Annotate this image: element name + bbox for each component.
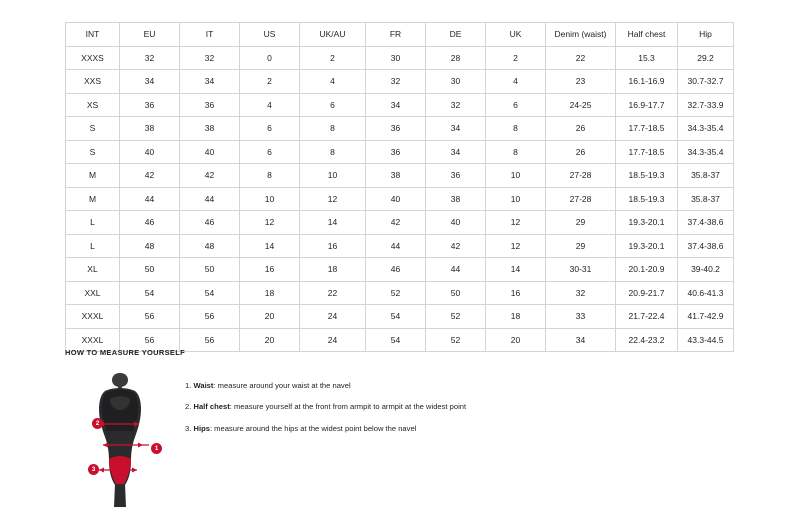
cell-de: 50	[426, 281, 486, 305]
cell-ukau: 14	[300, 211, 366, 235]
cell-hip: 37.4-38.6	[678, 211, 734, 235]
cell-us: 20	[240, 328, 300, 352]
cell-eu: 42	[120, 164, 180, 188]
cell-eu: 50	[120, 258, 180, 282]
column-header-eu: EU	[120, 23, 180, 47]
cell-half-chest: 19.3-20.1	[616, 211, 678, 235]
cell-eu: 32	[120, 46, 180, 70]
cell-fr: 54	[366, 328, 426, 352]
cell-ukau: 24	[300, 328, 366, 352]
cell-us: 18	[240, 281, 300, 305]
cell-it: 36	[180, 93, 240, 117]
cell-de: 44	[426, 258, 486, 282]
cell-us: 14	[240, 234, 300, 258]
cell-us: 6	[240, 117, 300, 141]
cell-denim-waist: 23	[546, 70, 616, 94]
cell-denim-waist: 29	[546, 234, 616, 258]
cell-ukau: 16	[300, 234, 366, 258]
cell-de: 32	[426, 93, 486, 117]
cell-eu: 34	[120, 70, 180, 94]
cell-it: 44	[180, 187, 240, 211]
cell-fr: 46	[366, 258, 426, 282]
cell-int: XXXS	[66, 46, 120, 70]
cell-uk: 12	[486, 234, 546, 258]
column-header-ukau: UK/AU	[300, 23, 366, 47]
note-text-waist: : measure around your waist at the navel	[213, 381, 351, 390]
cell-ukau: 4	[300, 70, 366, 94]
cell-half-chest: 19.3-20.1	[616, 234, 678, 258]
note-term-hips: Hips	[193, 423, 210, 433]
cell-de: 40	[426, 211, 486, 235]
cell-fr: 54	[366, 305, 426, 329]
cell-us: 8	[240, 164, 300, 188]
cell-int: S	[66, 140, 120, 164]
cell-it: 40	[180, 140, 240, 164]
cell-uk: 6	[486, 93, 546, 117]
cell-half-chest: 17.7-18.5	[616, 117, 678, 141]
cell-fr: 30	[366, 46, 426, 70]
cell-de: 36	[426, 164, 486, 188]
cell-int: XL	[66, 258, 120, 282]
cell-int: L	[66, 211, 120, 235]
cell-it: 56	[180, 328, 240, 352]
measure-note-half-chest	[185, 402, 466, 412]
cell-uk: 20	[486, 328, 546, 352]
cell-ukau: 12	[300, 187, 366, 211]
cell-de: 42	[426, 234, 486, 258]
cell-it: 42	[180, 164, 240, 188]
cell-ukau: 22	[300, 281, 366, 305]
how-to-measure-section	[65, 348, 745, 507]
cell-eu: 44	[120, 187, 180, 211]
table-row	[66, 70, 734, 94]
cell-it: 46	[180, 211, 240, 235]
mannequin-figure	[65, 367, 175, 507]
cell-fr: 52	[366, 281, 426, 305]
cell-us: 2	[240, 70, 300, 94]
cell-ukau: 24	[300, 305, 366, 329]
cell-hip: 43.3-44.5	[678, 328, 734, 352]
column-header-denim-waist: Denim (waist)	[546, 23, 616, 47]
cell-hip: 35.8-37	[678, 187, 734, 211]
cell-it: 50	[180, 258, 240, 282]
cell-ukau: 8	[300, 117, 366, 141]
cell-it: 54	[180, 281, 240, 305]
cell-uk: 8	[486, 140, 546, 164]
table-row	[66, 281, 734, 305]
cell-half-chest: 16.9-17.7	[616, 93, 678, 117]
cell-uk: 4	[486, 70, 546, 94]
cell-it: 56	[180, 305, 240, 329]
note-term-waist: Waist	[193, 381, 214, 390]
note-index-1: 1.	[185, 381, 192, 390]
cell-eu: 36	[120, 93, 180, 117]
cell-uk: 8	[486, 117, 546, 141]
cell-denim-waist: 34	[546, 328, 616, 352]
table-row	[66, 187, 734, 211]
cell-fr: 44	[366, 234, 426, 258]
cell-half-chest: 20.1-20.9	[616, 258, 678, 282]
note-index-3: 3.	[185, 423, 192, 433]
cell-hip: 30.7-32.7	[678, 70, 734, 94]
callout-marker-1: 1	[151, 443, 162, 454]
cell-uk: 10	[486, 187, 546, 211]
cell-half-chest: 17.7-18.5	[616, 140, 678, 164]
cell-fr: 36	[366, 140, 426, 164]
cell-ukau: 8	[300, 140, 366, 164]
cell-de: 34	[426, 117, 486, 141]
cell-denim-waist: 26	[546, 117, 616, 141]
cell-fr: 38	[366, 164, 426, 188]
cell-it: 38	[180, 117, 240, 141]
cell-denim-waist: 33	[546, 305, 616, 329]
cell-uk: 18	[486, 305, 546, 329]
how-to-measure-title: HOW TO MEASURE YOURSELF	[65, 348, 185, 357]
cell-int: XXS	[66, 70, 120, 94]
table-row	[66, 46, 734, 70]
table-row	[66, 234, 734, 258]
note-text-half-chest: : measure yourself at the front from armpit to armpit at the widest point	[229, 402, 467, 412]
cell-ukau: 2	[300, 46, 366, 70]
cell-eu: 48	[120, 234, 180, 258]
cell-us: 20	[240, 305, 300, 329]
table-row	[66, 164, 734, 188]
callout-marker-2: 2	[92, 418, 103, 429]
cell-eu: 46	[120, 211, 180, 235]
cell-de: 52	[426, 328, 486, 352]
table-row	[66, 140, 734, 164]
cell-us: 10	[240, 187, 300, 211]
cell-int: M	[66, 187, 120, 211]
cell-uk: 16	[486, 281, 546, 305]
cell-uk: 2	[486, 46, 546, 70]
cell-half-chest: 20.9-21.7	[616, 281, 678, 305]
mannequin-illustration	[65, 367, 175, 507]
cell-eu: 54	[120, 281, 180, 305]
table-row	[66, 93, 734, 117]
note-text-hips: : measure around the hips at the widest point below the navel	[209, 423, 417, 433]
cell-ukau: 6	[300, 93, 366, 117]
cell-half-chest: 22.4-23.2	[616, 328, 678, 352]
cell-fr: 32	[366, 70, 426, 94]
cell-int: L	[66, 234, 120, 258]
table-header	[66, 23, 734, 47]
cell-eu: 56	[120, 328, 180, 352]
column-header-it: IT	[180, 23, 240, 47]
cell-int: XXL	[66, 281, 120, 305]
cell-fr: 36	[366, 117, 426, 141]
cell-hip: 32.7-33.9	[678, 93, 734, 117]
measure-notes	[185, 367, 466, 445]
cell-hip: 39-40.2	[678, 258, 734, 282]
cell-denim-waist: 27-28	[546, 187, 616, 211]
cell-int: M	[66, 164, 120, 188]
cell-hip: 29.2	[678, 46, 734, 70]
cell-hip: 34.3-35.4	[678, 117, 734, 141]
cell-hip: 35.8-37	[678, 164, 734, 188]
size-table-container	[65, 22, 733, 352]
size-table	[65, 22, 734, 352]
cell-us: 6	[240, 140, 300, 164]
column-header-uk: UK	[486, 23, 546, 47]
column-header-us: US	[240, 23, 300, 47]
cell-us: 16	[240, 258, 300, 282]
cell-eu: 40	[120, 140, 180, 164]
cell-hip: 40.6-41.3	[678, 281, 734, 305]
cell-int: XXXL	[66, 305, 120, 329]
cell-eu: 38	[120, 117, 180, 141]
cell-de: 30	[426, 70, 486, 94]
cell-ukau: 18	[300, 258, 366, 282]
cell-denim-waist: 27-28	[546, 164, 616, 188]
measure-note-hips	[185, 424, 466, 434]
column-header-int: INT	[66, 23, 120, 47]
cell-de: 34	[426, 140, 486, 164]
cell-fr: 34	[366, 93, 426, 117]
cell-denim-waist: 30-31	[546, 258, 616, 282]
cell-half-chest: 15.3	[616, 46, 678, 70]
cell-us: 4	[240, 93, 300, 117]
table-body	[66, 46, 734, 352]
cell-fr: 42	[366, 211, 426, 235]
cell-int: S	[66, 117, 120, 141]
cell-de: 52	[426, 305, 486, 329]
cell-uk: 10	[486, 164, 546, 188]
cell-hip: 41.7-42.9	[678, 305, 734, 329]
cell-denim-waist: 32	[546, 281, 616, 305]
note-index-2: 2.	[185, 402, 192, 412]
cell-half-chest: 16.1-16.9	[616, 70, 678, 94]
cell-uk: 14	[486, 258, 546, 282]
cell-half-chest: 18.5-19.3	[616, 164, 678, 188]
cell-denim-waist: 26	[546, 140, 616, 164]
cell-it: 34	[180, 70, 240, 94]
cell-uk: 12	[486, 211, 546, 235]
cell-int: XS	[66, 93, 120, 117]
callout-marker-3: 3	[88, 464, 99, 475]
cell-de: 28	[426, 46, 486, 70]
cell-hip: 34.3-35.4	[678, 140, 734, 164]
table-row	[66, 117, 734, 141]
cell-denim-waist: 29	[546, 211, 616, 235]
cell-fr: 40	[366, 187, 426, 211]
cell-it: 32	[180, 46, 240, 70]
measure-note-waist	[185, 381, 466, 391]
table-row	[66, 258, 734, 282]
table-header-row	[66, 23, 734, 47]
cell-us: 0	[240, 46, 300, 70]
table-row	[66, 305, 734, 329]
column-header-half-chest: Half chest	[616, 23, 678, 47]
how-to-measure-body	[65, 367, 745, 507]
cell-hip: 37.4-38.6	[678, 234, 734, 258]
cell-half-chest: 21.7-22.4	[616, 305, 678, 329]
cell-us: 12	[240, 211, 300, 235]
table-row	[66, 211, 734, 235]
cell-ukau: 10	[300, 164, 366, 188]
cell-denim-waist: 24-25	[546, 93, 616, 117]
cell-half-chest: 18.5-19.3	[616, 187, 678, 211]
cell-denim-waist: 22	[546, 46, 616, 70]
cell-eu: 56	[120, 305, 180, 329]
column-header-fr: FR	[366, 23, 426, 47]
cell-de: 38	[426, 187, 486, 211]
column-header-hip: Hip	[678, 23, 734, 47]
cell-int: XXXL	[66, 328, 120, 352]
note-term-half-chest: Half chest	[193, 402, 230, 412]
cell-it: 48	[180, 234, 240, 258]
column-header-de: DE	[426, 23, 486, 47]
